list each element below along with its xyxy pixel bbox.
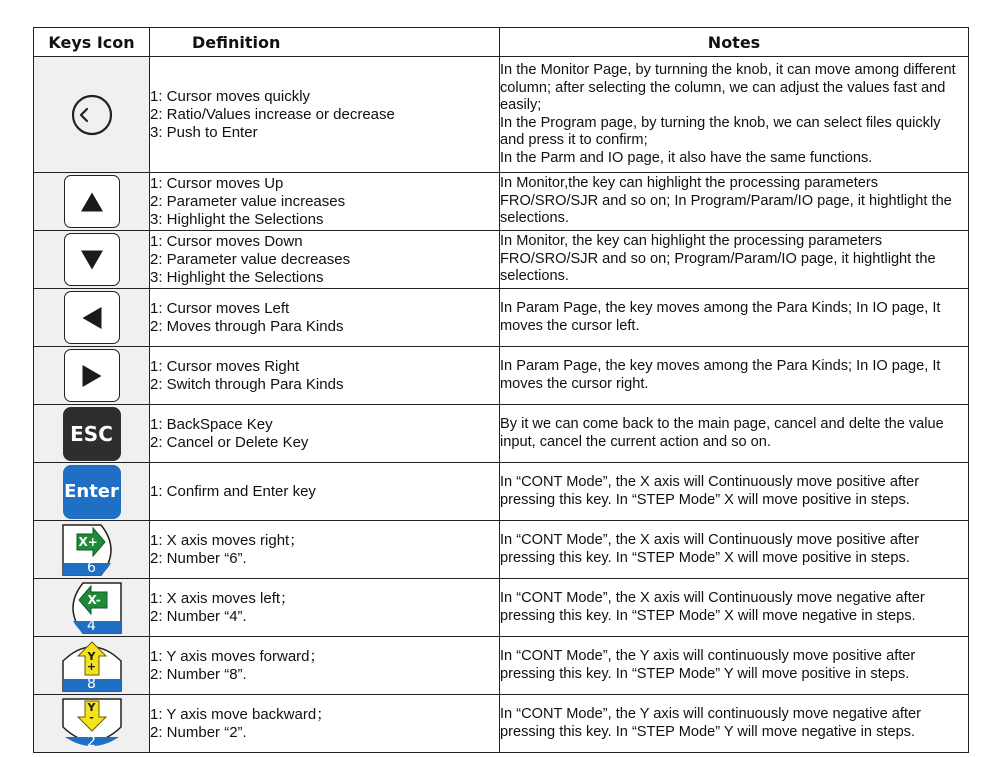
definition-line: 2: Number “6”.: [150, 549, 247, 567]
notes-line: In “CONT Mode”, the X axis will Continuously move positive after pressing this key. In “STEP Mode” X will move positive in steps.: [500, 532, 920, 566]
icon-cell: [34, 347, 150, 405]
definition-line: 3: Highlight the Selections: [150, 268, 324, 286]
definition-line: 2: Cancel or Delete Key: [150, 433, 309, 451]
x-plus-key-icon: [61, 523, 123, 577]
icon-cell: [34, 173, 150, 231]
y-minus-key-icon: [61, 697, 123, 751]
notes-line: In “CONT Mode”, the Y axis will continuously move negative after pressing this key. In “STEP Mode” Y will move negative in steps.: [500, 706, 921, 740]
definition-line: 1: Y axis move backward；: [150, 705, 332, 723]
definition-line: 1: X axis moves right；: [150, 531, 305, 549]
definition-line: 2: Parameter value increases: [150, 192, 346, 210]
esc-key-icon: ESC: [63, 407, 121, 461]
icon-cell: [34, 231, 150, 289]
notes-cell: [500, 695, 969, 753]
notes-cell: [500, 637, 969, 695]
table-row: [34, 231, 969, 289]
header-keys-icon: Keys Icon: [34, 28, 150, 57]
table-header-row: [34, 28, 969, 57]
icon-cell: [34, 521, 150, 579]
notes-line: In the Program page, by turning the knob, we can select files quickly and press it to confirm;: [500, 114, 941, 148]
notes-cell: [500, 173, 969, 231]
arrow-left-key-icon: [64, 291, 120, 344]
header-definition: Definition: [150, 28, 500, 57]
definition-line: 1: Y axis moves forward；: [150, 647, 325, 665]
definition-line: 1: Cursor moves Left: [150, 299, 290, 317]
definition-cell: [150, 695, 500, 753]
definition-line: 2: Number “8”.: [150, 665, 247, 683]
table-row: [34, 579, 969, 637]
triangle-left-icon: [82, 307, 101, 329]
table-row: [34, 57, 969, 173]
notes-line: In the Monitor Page, by turnning the knob, it can move among different column; after selecting the column, we can adjust the values fast and easily;: [500, 62, 956, 113]
icon-cell: [34, 579, 150, 637]
notes-cell: [500, 521, 969, 579]
notes-line: In the Parm and IO page, it also have the same functions.: [500, 149, 873, 166]
definition-cell: [150, 347, 500, 405]
triangle-down-icon: [81, 250, 103, 269]
notes-cell: [500, 231, 969, 289]
notes-cell: [500, 347, 969, 405]
table-row: [34, 463, 969, 521]
table-row: [34, 347, 969, 405]
table-row: [34, 521, 969, 579]
definition-cell: [150, 463, 500, 521]
arrow-up-key-icon: [64, 175, 120, 228]
definition-cell: [150, 521, 500, 579]
definition-line: 2: Moves through Para Kinds: [150, 317, 344, 335]
definition-line: 1: Cursor moves Up: [150, 174, 284, 192]
definition-line: 1: Cursor moves quickly: [150, 87, 311, 105]
key-number: 4: [87, 617, 96, 634]
notes-line: In Param Page, the key moves among the Para Kinds; In IO page, It moves the cursor left.: [500, 300, 941, 334]
key-number: 6: [87, 559, 96, 576]
definition-cell: [150, 579, 500, 637]
notes-line: In “CONT Mode”, the Y axis will continuously move positive after pressing this key. In “STEP Mode” Y will move positive in steps.: [500, 648, 916, 682]
x-plus-label: X+: [78, 534, 98, 549]
notes-cell: [500, 579, 969, 637]
definition-line: 1: BackSpace Key: [150, 415, 273, 433]
definition-line: 2: Ratio/Values increase or decrease: [150, 105, 395, 123]
definition-cell: [150, 57, 500, 173]
knob-icon: [69, 92, 115, 138]
icon-cell: [34, 637, 150, 695]
notes-line: In “CONT Mode”, the X axis will Continuously move positive after pressing this key. In “STEP Mode” X will move positive in steps.: [500, 474, 920, 508]
enter-key-icon: Enter: [63, 465, 121, 519]
icon-cell: [34, 695, 150, 753]
key-number: 2: [87, 733, 96, 750]
definition-line: 1: X axis moves left；: [150, 589, 296, 607]
notes-line: In Monitor, the key can highlight the processing parameters FRO/SRO/SJR and so on; Program/Param/IO page, it hightlight the selections.: [500, 233, 936, 285]
y-plus-label: Y+: [86, 649, 97, 673]
icon-cell: [34, 57, 150, 173]
table-row: [34, 289, 969, 347]
table-row: [34, 637, 969, 695]
definition-line: 3: Push to Enter: [150, 123, 258, 141]
definition-line: 2: Number “4”.: [150, 607, 247, 625]
header-notes: Notes: [500, 28, 969, 57]
definition-cell: [150, 289, 500, 347]
definition-cell: [150, 173, 500, 231]
arrow-right-key-icon: [64, 349, 120, 402]
definition-line: 3: Highlight the Selections: [150, 210, 324, 228]
definition-line: 1: Confirm and Enter key: [150, 482, 316, 500]
notes-line: In Monitor,the key can highlight the processing parameters FRO/SRO/SJR and so on; In Program/Param/IO page, it hightlight the selections.: [500, 175, 952, 227]
y-plus-key-icon: [61, 639, 123, 693]
notes-line: In Param Page, the key moves among the Para Kinds; In IO page, It moves the cursor right.: [500, 358, 941, 392]
x-minus-label: X-: [87, 592, 101, 607]
definition-line: 2: Parameter value decreases: [150, 250, 351, 268]
icon-cell: [34, 463, 150, 521]
keys-table: [33, 27, 969, 753]
triangle-right-icon: [82, 365, 101, 387]
triangle-up-icon: [81, 192, 103, 211]
key-number: 8: [87, 675, 96, 692]
table-row: [34, 173, 969, 231]
icon-cell: [34, 405, 150, 463]
notes-cell: [500, 463, 969, 521]
notes-cell: [500, 405, 969, 463]
x-minus-key-icon: [61, 581, 123, 635]
notes-line: By it we can come back to the main page, cancel and delte the value input, cancel the current action and so on.: [500, 416, 944, 450]
arrow-down-key-icon: [64, 233, 120, 286]
table-row: [34, 405, 969, 463]
notes-cell: [500, 289, 969, 347]
definition-cell: [150, 405, 500, 463]
table-row: [34, 695, 969, 753]
definition-line: 2: Number “2”.: [150, 723, 247, 741]
notes-cell: [500, 57, 969, 173]
notes-line: In “CONT Mode”, the X axis will Continuously move negative after pressing this key. In “STEP Mode” X will move negative in steps.: [500, 590, 925, 624]
definition-cell: [150, 637, 500, 695]
definition-line: 2: Switch through Para Kinds: [150, 375, 344, 393]
definition-line: 1: Cursor moves Right: [150, 357, 300, 375]
definition-cell: [150, 231, 500, 289]
icon-cell: [34, 289, 150, 347]
y-minus-label: Y-: [87, 700, 96, 724]
definition-line: 1: Cursor moves Down: [150, 232, 303, 250]
